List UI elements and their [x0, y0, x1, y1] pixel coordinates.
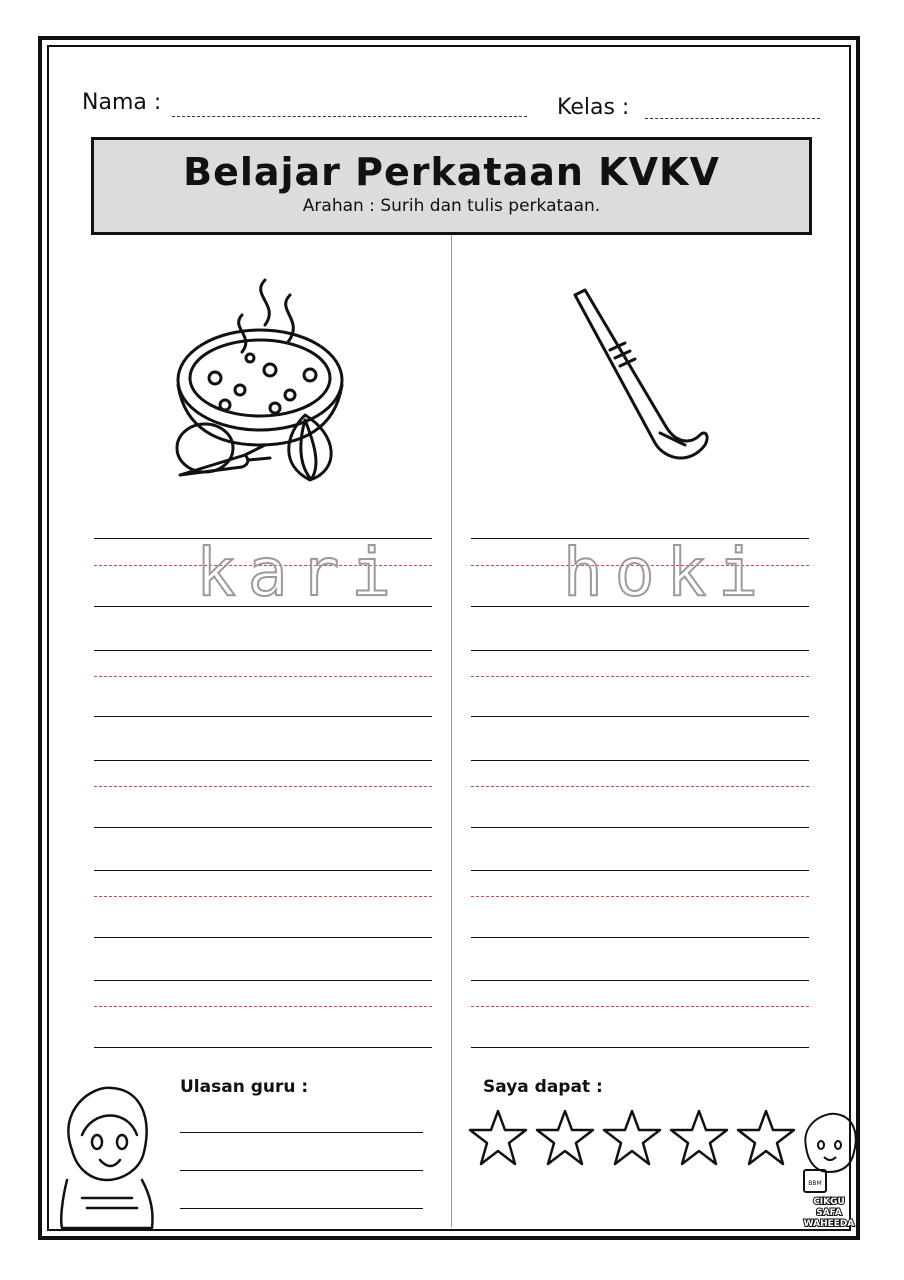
writing-midline [94, 786, 432, 787]
teacher-comment-line[interactable] [180, 1170, 423, 1171]
writing-line [94, 650, 432, 651]
trace-word-left: kari [196, 534, 403, 611]
class-field-label: Kelas : [557, 95, 630, 120]
svg-text:CIKGU: CIKGU [813, 1197, 845, 1207]
page-title: Belajar Perkataan KVKV [183, 150, 720, 194]
star-rating [468, 1108, 798, 1170]
curry-bowl-icon [170, 270, 360, 490]
column-divider [451, 235, 452, 1227]
instruction-text: Arahan : Surih dan tulis perkataan. [302, 196, 601, 216]
writing-line [94, 980, 432, 981]
teacher-comment-label: Ulasan guru : [180, 1077, 309, 1097]
brand-logo [796, 1112, 862, 1230]
writing-baseline [471, 937, 809, 938]
writing-baseline [471, 716, 809, 717]
writing-baseline [94, 716, 432, 717]
writing-line [94, 870, 432, 871]
star-5-icon[interactable] [738, 1111, 794, 1164]
girl-reading-illustration [52, 1080, 162, 1230]
writing-midline [94, 676, 432, 677]
writing-midline [471, 786, 809, 787]
trace-word-right: hoki [563, 534, 770, 611]
teacher-comment-line[interactable] [180, 1208, 423, 1209]
svg-text:WAHEEDA: WAHEEDA [803, 1219, 855, 1229]
star-4-icon[interactable] [671, 1111, 727, 1164]
writing-baseline [471, 1047, 809, 1048]
teacher-comment-line[interactable] [180, 1132, 423, 1133]
writing-midline [471, 896, 809, 897]
book-badge-text: BBM [808, 1180, 822, 1187]
hockey-stick-icon [565, 285, 725, 480]
writing-baseline [94, 937, 432, 938]
name-field-label: Nama : [82, 90, 162, 115]
writing-baseline [94, 1047, 432, 1048]
star-2-icon[interactable] [537, 1111, 593, 1164]
svg-text:SAFA: SAFA [816, 1208, 842, 1218]
writing-line [471, 980, 809, 981]
star-3-icon[interactable] [604, 1111, 660, 1164]
star-1-icon[interactable] [470, 1111, 526, 1164]
writing-midline [471, 1006, 809, 1007]
writing-line [471, 760, 809, 761]
writing-line [471, 870, 809, 871]
writing-baseline [94, 827, 432, 828]
name-field[interactable] [172, 100, 527, 120]
writing-line [94, 760, 432, 761]
writing-midline [94, 896, 432, 897]
class-field[interactable] [645, 102, 820, 122]
writing-baseline [471, 827, 809, 828]
writing-midline [471, 676, 809, 677]
writing-line [471, 650, 809, 651]
writing-midline [94, 1006, 432, 1007]
title-box [91, 137, 812, 235]
score-label: Saya dapat : [483, 1077, 603, 1097]
